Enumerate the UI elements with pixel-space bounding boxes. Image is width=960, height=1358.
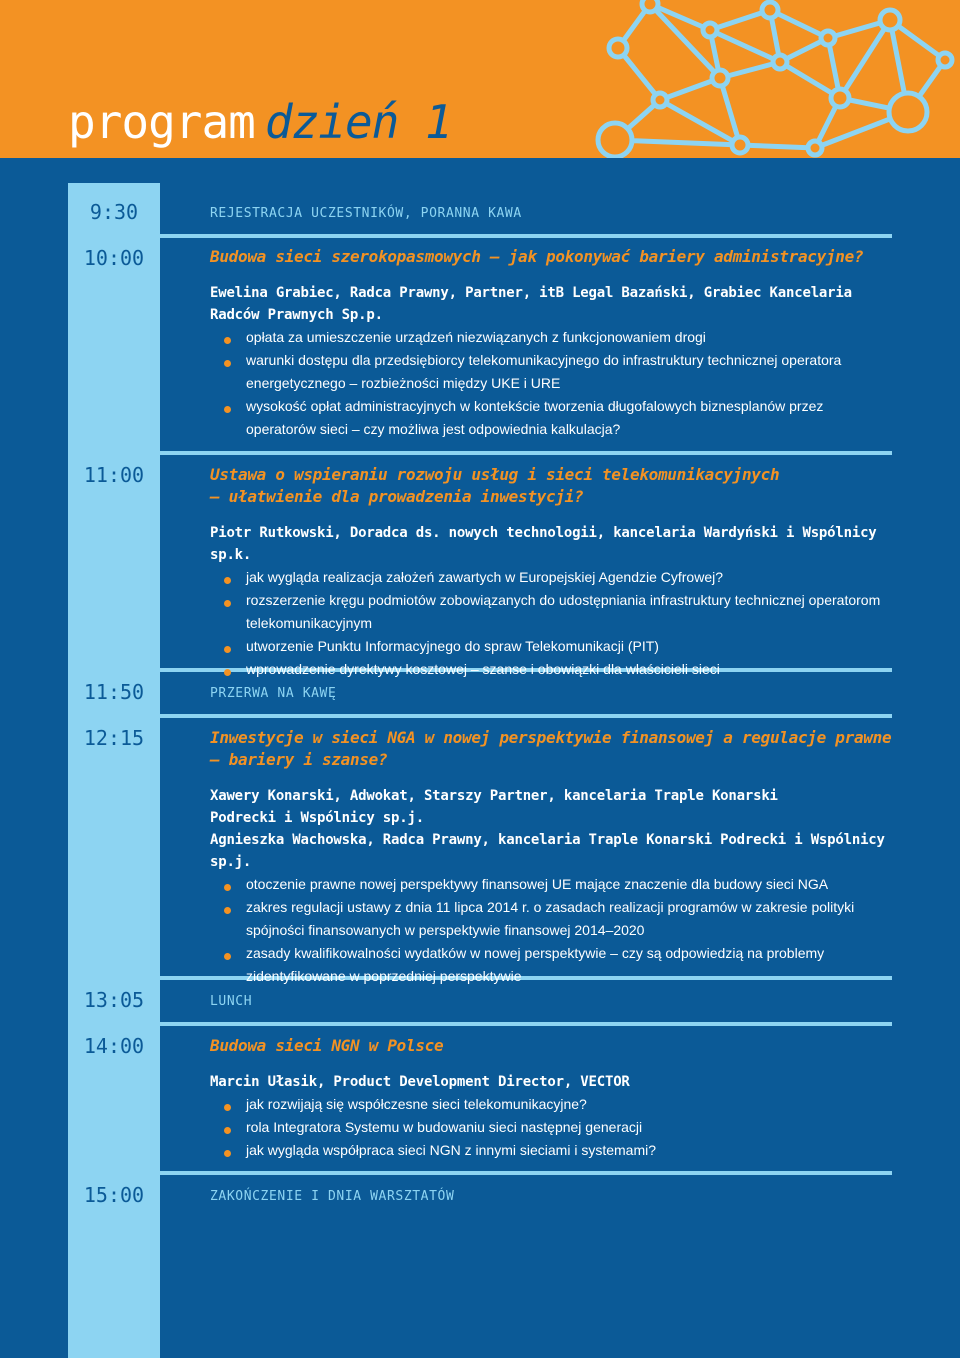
time-1500: 15:00 <box>83 1183 145 1207</box>
network-graphic <box>590 0 960 158</box>
bullet-icon <box>224 1150 231 1157</box>
bullet-icon <box>224 360 231 367</box>
list-item: rola Integratora Systemu w budowaniu sieci następnej generacji <box>210 1116 895 1139</box>
time-1100: 11:00 <box>83 463 145 487</box>
title-program: program <box>68 95 255 149</box>
time-1215: 12:15 <box>83 726 145 750</box>
bullet-icon <box>224 646 231 653</box>
session-1100 <box>210 464 895 681</box>
lunch-label: LUNCH <box>210 994 253 1009</box>
header-banner <box>0 0 960 158</box>
list-item: zasady kwalifikowalności wydatków w nowej perspektywie – czy są odpowiedzią na problemy zidentyfikowane w poprzedniej perspektywie <box>210 942 895 988</box>
bullet-icon <box>224 884 231 891</box>
session-1400 <box>210 1035 895 1162</box>
time-1400: 14:00 <box>83 1034 145 1058</box>
speaker: Ewelina Grabiec, Radca Prawny, Partner, itB Legal Bazański, Grabiec Kancelaria Radców Prawnych Sp.p. <box>210 285 852 323</box>
time-1150: 11:50 <box>83 680 145 704</box>
list-item: warunki dostępu dla przedsiębiorcy telekomunikacyjnego do infrastruktury technicznej operatora energetycznego – rozbieżności między UKE i URE <box>210 349 895 395</box>
bullet-icon <box>224 669 231 676</box>
speaker: Xawery Konarski, Adwokat, Starszy Partner, kancelaria Traple Konarski Podrecki i Wspólnicy sp.j. <box>210 788 778 826</box>
list-item: utworzenie Punktu Informacyjnego do spraw Telekomunikacji (PIT) <box>210 635 895 658</box>
session-title: Ustawa o wspieraniu rozwoju usług i sieci telekomunikacyjnych – ułatwienie dla prowadzenia inwestycji? <box>210 465 780 506</box>
list-item: otoczenie prawne nowej perspektywy finansowej UE mające znaczenie dla budowy sieci NGA <box>210 873 895 896</box>
list-item: jak wygląda współpraca sieci NGN z innymi sieciami i systemami? <box>210 1139 895 1162</box>
bullet-icon <box>224 907 231 914</box>
time-column <box>68 183 160 1358</box>
divider <box>160 1022 892 1026</box>
bullet-icon <box>224 406 231 413</box>
time-1305: 13:05 <box>83 988 145 1012</box>
topics-list <box>210 326 895 441</box>
list-item: rozszerzenie kręgu podmiotów zobowiązanych do udostępniania infrastruktury technicznej operatorom telekomunikacyjnym <box>210 589 895 635</box>
session-title: Budowa sieci szerokopasmowych – jak pokonywać bariery administracyjne? <box>210 247 864 266</box>
divider <box>160 451 892 455</box>
bullet-icon <box>224 600 231 607</box>
session-title: Budowa sieci NGN w Polsce <box>210 1036 444 1055</box>
bullet-icon <box>224 1127 231 1134</box>
divider <box>160 1171 892 1175</box>
bullet-icon <box>224 337 231 344</box>
topics-list <box>210 873 895 988</box>
speaker: Piotr Rutkowski, Doradca ds. nowych technologii, kancelaria Wardyński i Wspólnicy sp.k. <box>210 525 877 563</box>
closing-label: ZAKOŃCZENIE I DNIA WARSZTATÓW <box>210 1189 455 1204</box>
page-title <box>68 92 452 152</box>
list-item: jak wygląda realizacja założeń zawartych w Europejskiej Agendzie Cyfrowej? <box>210 566 895 589</box>
list-item: wprowadzenie dyrektywy kosztowej – szanse i obowiązki dla właścicieli sieci <box>210 658 895 681</box>
bullet-icon <box>224 953 231 960</box>
speaker: Marcin Ułasik, Product Development Director, VECTOR <box>210 1074 630 1090</box>
topics-list <box>210 566 895 681</box>
list-item: wysokość opłat administracyjnych w kontekście tworzenia długofalowych biznesplanów przez operatorów sieci – czy możliwa jest odpowiednia kalkulacja? <box>210 395 895 441</box>
title-day: dzień 1 <box>264 95 452 149</box>
list-item: zakres regulacji ustawy z dnia 11 lipca 2014 r. o zasadach realizacji programów w zakresie polityki spójności finansowanych w perspektywie finansowej 2014–2020 <box>210 896 895 942</box>
registration-label: REJESTRACJA UCZESTNIKÓW, PORANNA KAWA <box>210 206 522 221</box>
session-1000 <box>210 246 895 441</box>
list-item: opłata za umieszczenie urządzeń niezwiązanych z funkcjonowaniem drogi <box>210 326 895 349</box>
time-1000: 10:00 <box>83 246 145 270</box>
session-1215 <box>210 727 895 988</box>
topics-list <box>210 1093 895 1162</box>
session-title: Inwestycje w sieci NGA w nowej perspektywie finansowej a regulacje prawne – bariery i szanse? <box>210 728 892 769</box>
list-item: jak rozwijają się współczesne sieci telekomunikacyjne? <box>210 1093 895 1116</box>
bullet-icon <box>224 577 231 584</box>
speaker: Agnieszka Wachowska, Radca Prawny, kancelaria Traple Konarski Podrecki i Wspólnicy sp.j. <box>210 832 885 870</box>
coffee-break-label: PRZERWA NA KAWĘ <box>210 686 337 701</box>
time-0930: 9:30 <box>89 200 139 224</box>
divider <box>160 714 892 718</box>
bullet-icon <box>224 1104 231 1111</box>
divider <box>160 234 892 238</box>
